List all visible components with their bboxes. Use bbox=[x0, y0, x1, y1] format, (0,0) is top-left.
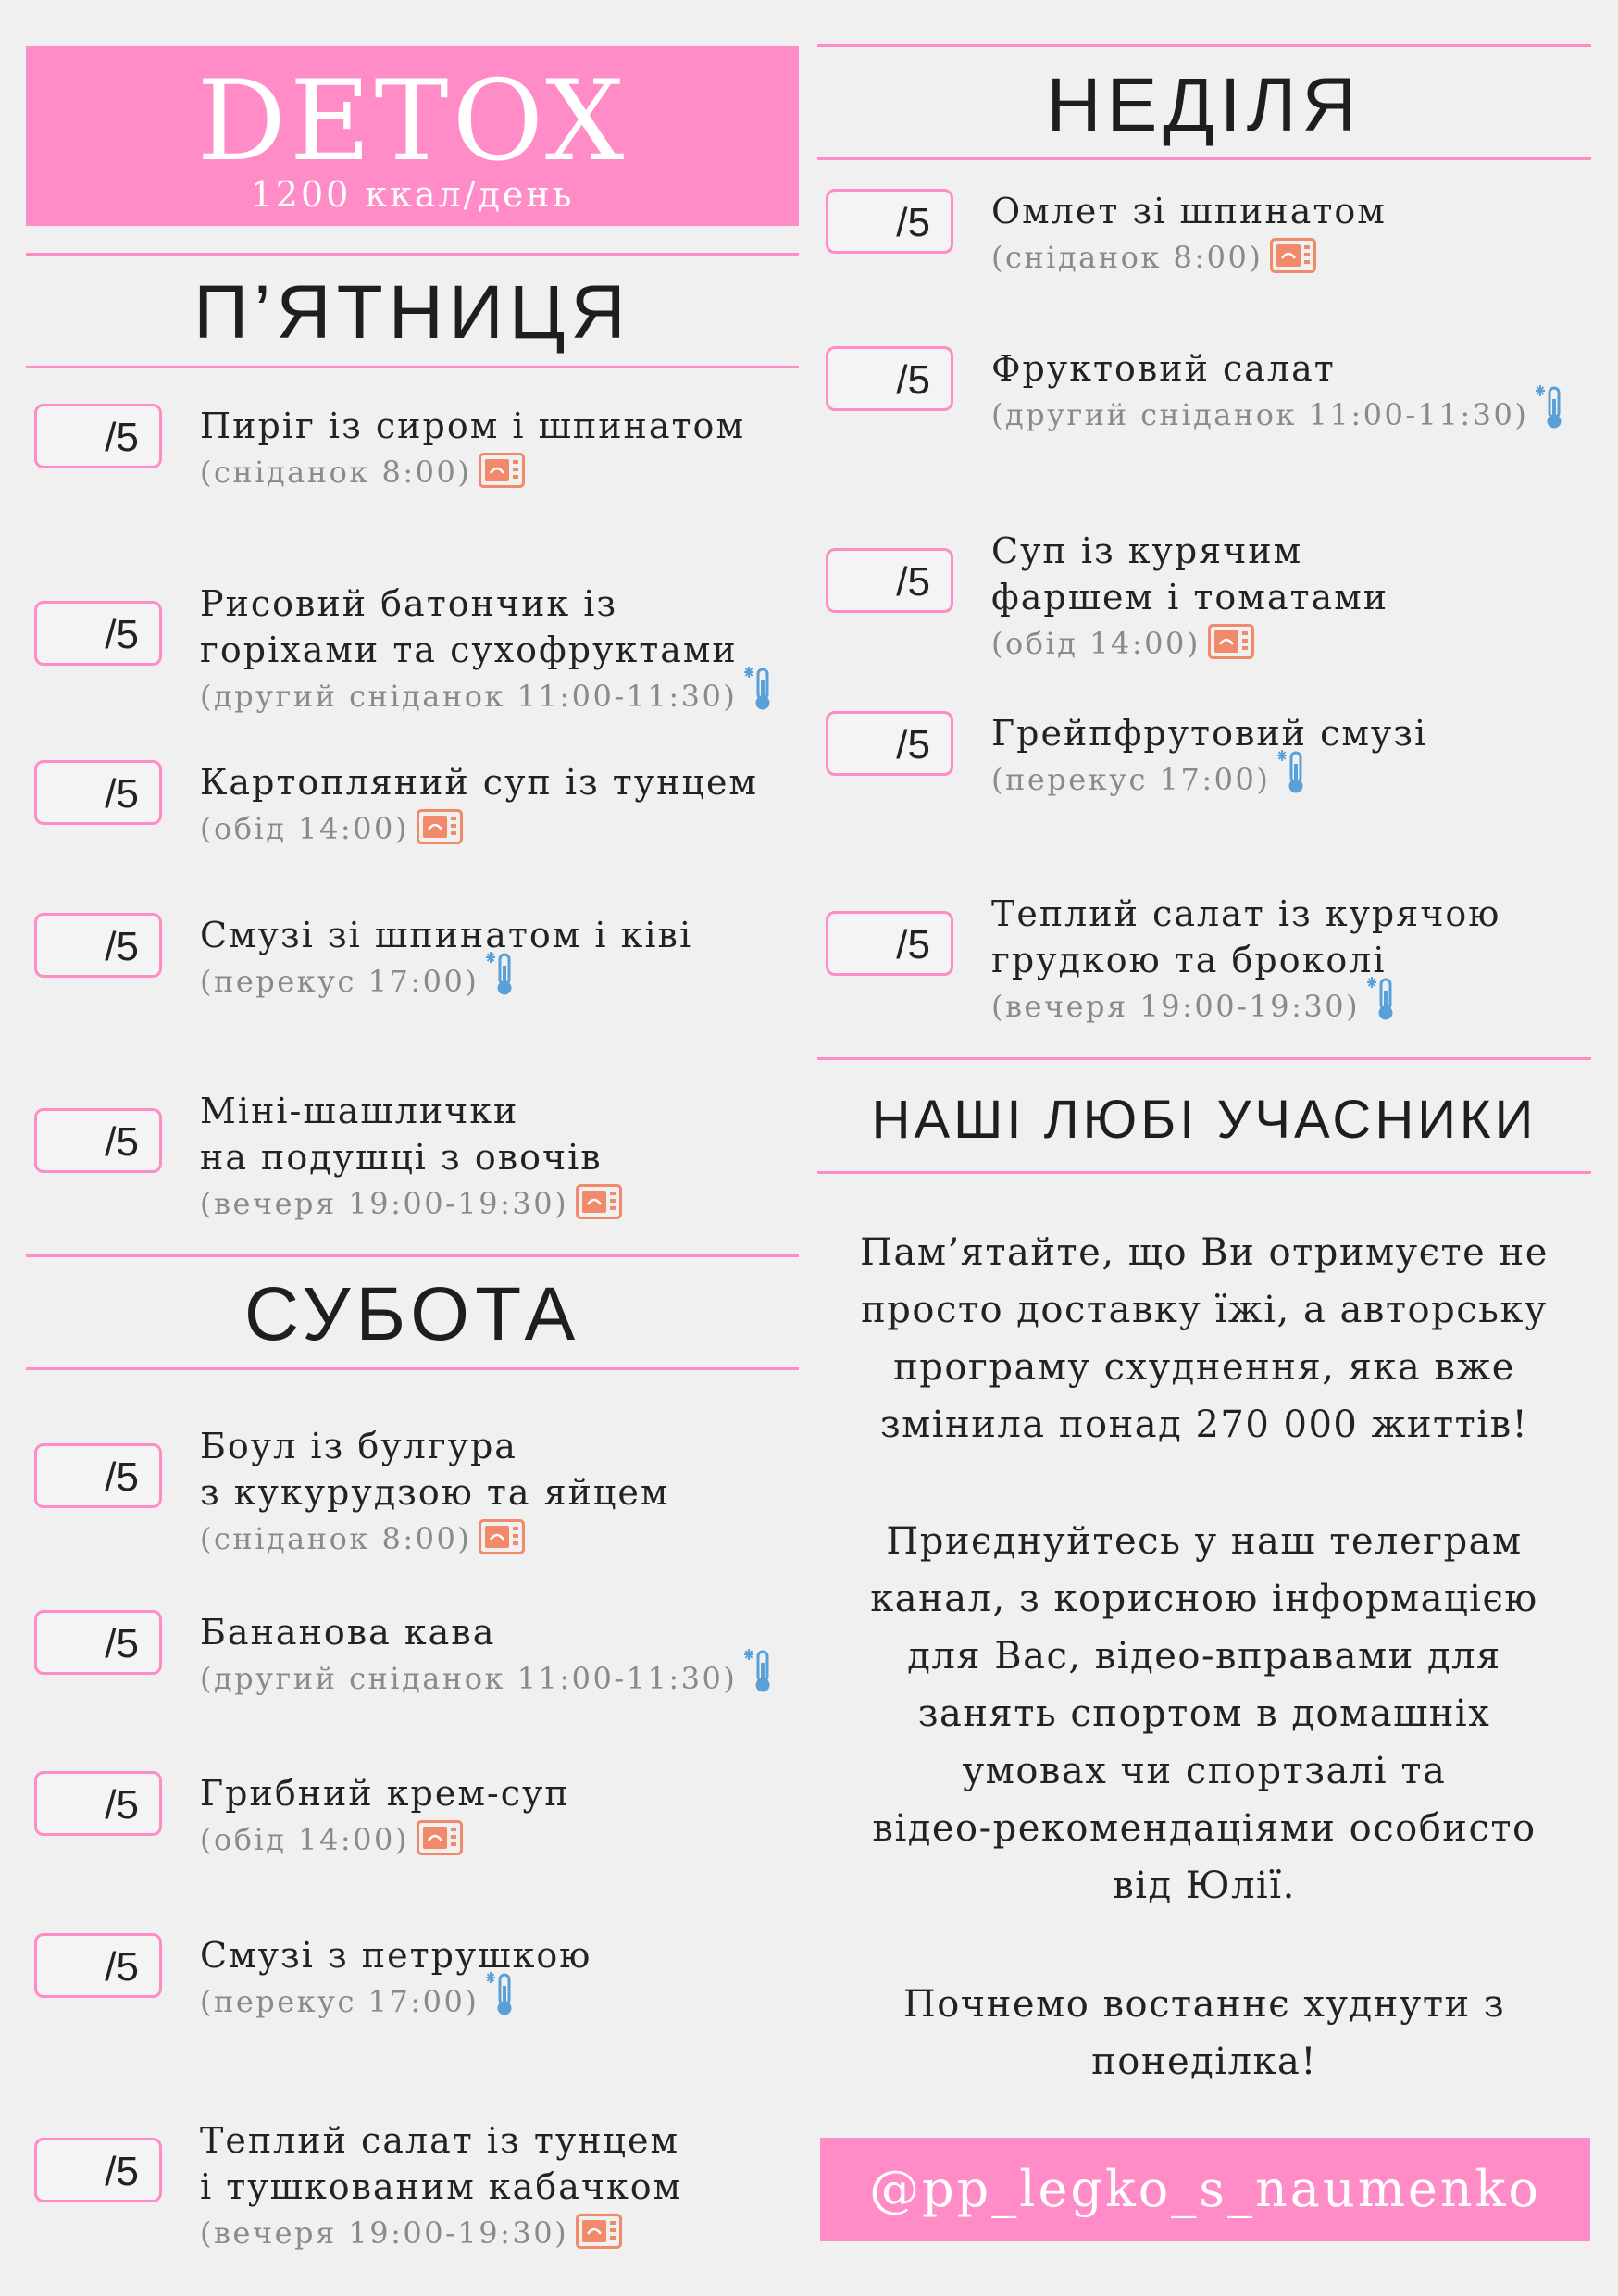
meal-name: Рисовий батончик із bbox=[200, 583, 618, 624]
meal-time-text: (другий сніданок 11:00-11:30) bbox=[991, 397, 1529, 432]
cold-thermometer-icon bbox=[744, 1646, 776, 1703]
microwave-icon bbox=[576, 1184, 622, 1228]
rating-box[interactable] bbox=[34, 760, 162, 825]
rating-label: /5 bbox=[105, 2149, 139, 2194]
text-line: Пам’ятайте, що Ви отримуєте не bbox=[860, 1231, 1549, 1274]
microwave-icon bbox=[576, 2214, 622, 2257]
divider bbox=[26, 1254, 799, 1257]
meal-time-text: (сніданок 8:00) bbox=[991, 240, 1263, 275]
divider bbox=[26, 253, 799, 256]
meal-time bbox=[200, 677, 776, 720]
meal-name: Теплий салат із тунцем bbox=[200, 2120, 680, 2161]
rating-label: /5 bbox=[105, 1119, 139, 1165]
meal-time-text: (перекус 17:00) bbox=[991, 762, 1271, 797]
meal-time-text: (обід 14:00) bbox=[991, 626, 1201, 661]
rating-label: /5 bbox=[896, 559, 930, 605]
rating-label: /5 bbox=[105, 771, 139, 817]
text-line: занять спортом в домашніх bbox=[917, 1692, 1491, 1735]
rating-box[interactable] bbox=[34, 2138, 162, 2202]
meal-name: на подушці з овочів bbox=[200, 1137, 603, 1178]
meal-name: горіхами та сухофруктами bbox=[200, 630, 738, 670]
meal-name: фаршем і томатами bbox=[991, 577, 1389, 618]
microwave-icon bbox=[1270, 238, 1316, 281]
microwave-icon bbox=[479, 1519, 525, 1563]
paragraph-intro bbox=[817, 1224, 1591, 1454]
meal-name: з кукурудзою та яйцем bbox=[200, 1472, 670, 1513]
meal-time bbox=[200, 1820, 463, 1864]
rating-label: /5 bbox=[896, 922, 930, 967]
meal-time bbox=[200, 2214, 622, 2257]
instagram-handle-banner[interactable] bbox=[820, 2138, 1590, 2241]
meal-time bbox=[991, 760, 1309, 804]
paragraph-closing bbox=[817, 1976, 1591, 2090]
meal-time-text: (перекус 17:00) bbox=[200, 1984, 479, 2019]
cold-thermometer-icon bbox=[1536, 382, 1567, 439]
rating-label: /5 bbox=[896, 357, 930, 403]
header-banner bbox=[26, 46, 799, 226]
meal-time bbox=[991, 238, 1316, 281]
page-title: DETOX bbox=[196, 57, 629, 186]
meal-time-text: (вечеря 19:00-19:30) bbox=[200, 2215, 569, 2251]
meal-name: Теплий салат із курячою bbox=[991, 893, 1501, 934]
meal-time-text: (вечеря 19:00-19:30) bbox=[991, 989, 1361, 1024]
meal-time-text: (обід 14:00) bbox=[200, 1822, 409, 1857]
rating-label: /5 bbox=[105, 1621, 139, 1666]
microwave-icon bbox=[1208, 624, 1254, 668]
meal-time bbox=[200, 809, 463, 853]
rating-label: /5 bbox=[896, 722, 930, 767]
meal-time-text: (вечеря 19:00-19:30) bbox=[200, 1186, 569, 1221]
text-line: змінила понад 270 000 життів! bbox=[879, 1404, 1529, 1446]
calorie-subtitle: 1200 ккал/день bbox=[250, 174, 575, 215]
meal-time-text: (другий сніданок 11:00-11:30) bbox=[200, 1661, 738, 1696]
microwave-icon bbox=[417, 809, 463, 853]
rating-box[interactable] bbox=[826, 346, 953, 411]
text-line: програму схуднення, яка вже bbox=[893, 1346, 1515, 1389]
cold-thermometer-icon bbox=[744, 664, 776, 720]
meal-name: Міні-шашлички bbox=[200, 1091, 519, 1131]
instagram-handle: @pp_legko_s_naumenko bbox=[869, 2160, 1541, 2218]
meal-name: Боул із булгура bbox=[200, 1426, 517, 1466]
text-line: від Юлії. bbox=[1113, 1865, 1296, 1907]
divider bbox=[817, 157, 1591, 160]
rating-label: /5 bbox=[105, 612, 139, 657]
rating-box[interactable] bbox=[34, 601, 162, 666]
rating-box[interactable] bbox=[826, 548, 953, 613]
meal-name: Суп із курячим bbox=[991, 530, 1303, 571]
meal-time-text: (перекус 17:00) bbox=[200, 964, 479, 999]
meal-time bbox=[200, 962, 517, 1005]
text-line: канал, з корисною інформацією bbox=[870, 1578, 1538, 1620]
rating-box[interactable] bbox=[34, 913, 162, 978]
divider bbox=[817, 1057, 1591, 1060]
day-title-friday: П’ЯТНИЦЯ bbox=[193, 270, 631, 355]
microwave-icon bbox=[417, 1820, 463, 1864]
meal-name: Смузі зі шпинатом і ківі bbox=[200, 915, 693, 955]
cold-thermometer-icon bbox=[486, 949, 517, 1005]
rating-label: /5 bbox=[105, 415, 139, 460]
meal-time bbox=[200, 1659, 776, 1703]
meal-time-text: (сніданок 8:00) bbox=[200, 1521, 472, 1556]
rating-box[interactable] bbox=[826, 189, 953, 254]
divider bbox=[817, 1171, 1591, 1174]
text-line: для Вас, відео-вправами для bbox=[907, 1635, 1501, 1678]
text-line: відео-рекомендаціями особисто bbox=[872, 1807, 1537, 1850]
divider bbox=[26, 366, 799, 368]
microwave-icon bbox=[479, 453, 525, 496]
rating-box[interactable] bbox=[34, 1610, 162, 1675]
meal-time-text: (обід 14:00) bbox=[200, 811, 409, 846]
cold-thermometer-icon bbox=[1367, 974, 1399, 1030]
meal-time bbox=[991, 987, 1399, 1030]
rating-box[interactable] bbox=[34, 1933, 162, 1998]
meal-name: і тушкованим кабачком bbox=[200, 2166, 683, 2207]
paragraph-telegram bbox=[817, 1513, 1591, 1915]
rating-box[interactable] bbox=[34, 1108, 162, 1173]
rating-label: /5 bbox=[105, 1782, 139, 1828]
rating-box[interactable] bbox=[826, 911, 953, 976]
participants-title: НАШІ ЛЮБІ УЧАСНИКИ bbox=[871, 1090, 1537, 1150]
meal-name: грудкою та броколі bbox=[991, 940, 1387, 980]
meal-name: Картопляний суп із тунцем bbox=[200, 762, 758, 803]
meal-name: Фруктовий салат bbox=[991, 348, 1336, 389]
meal-time-text: (другий сніданок 11:00-11:30) bbox=[200, 679, 738, 714]
rating-label: /5 bbox=[105, 1944, 139, 1990]
rating-label: /5 bbox=[105, 1454, 139, 1500]
meal-time-text: (сніданок 8:00) bbox=[200, 455, 472, 490]
rating-label: /5 bbox=[896, 200, 930, 245]
meal-time bbox=[991, 624, 1254, 668]
text-line: Приєднуйтесь у наш телеграм bbox=[886, 1520, 1523, 1563]
rating-box[interactable] bbox=[34, 404, 162, 468]
meal-time bbox=[200, 1519, 525, 1563]
meal-name: Грибний крем-суп bbox=[200, 1773, 570, 1814]
meal-time bbox=[200, 453, 525, 496]
divider bbox=[817, 44, 1591, 47]
cold-thermometer-icon bbox=[1277, 747, 1309, 804]
rating-box[interactable] bbox=[34, 1771, 162, 1836]
meal-name: Смузі з петрушкою bbox=[200, 1935, 592, 1976]
text-line: просто доставку їжі, а авторську bbox=[861, 1289, 1548, 1331]
cold-thermometer-icon bbox=[486, 1969, 517, 2026]
divider bbox=[26, 1367, 799, 1370]
text-line: умовах чи спортзалі та bbox=[962, 1750, 1447, 1792]
text-line: понеділка! bbox=[1091, 2040, 1317, 2083]
day-title-saturday: СУБОТА bbox=[243, 1272, 581, 1356]
meal-time bbox=[200, 1982, 517, 2026]
meal-time bbox=[200, 1184, 622, 1228]
meal-time bbox=[991, 395, 1567, 439]
meal-name: Грейпфрутовий смузі bbox=[991, 713, 1428, 754]
rating-label: /5 bbox=[105, 924, 139, 969]
day-title-sunday: НЕДІЛЯ bbox=[1046, 63, 1363, 147]
rating-box[interactable] bbox=[826, 711, 953, 776]
meal-name: Омлет зі шпинатом bbox=[991, 191, 1387, 231]
text-line: Почнемо востаннє худнути з bbox=[902, 1983, 1506, 2026]
rating-box[interactable] bbox=[34, 1443, 162, 1508]
meal-name: Пиріг із сиром і шпинатом bbox=[200, 406, 745, 446]
meal-name: Бананова кава bbox=[200, 1612, 496, 1653]
